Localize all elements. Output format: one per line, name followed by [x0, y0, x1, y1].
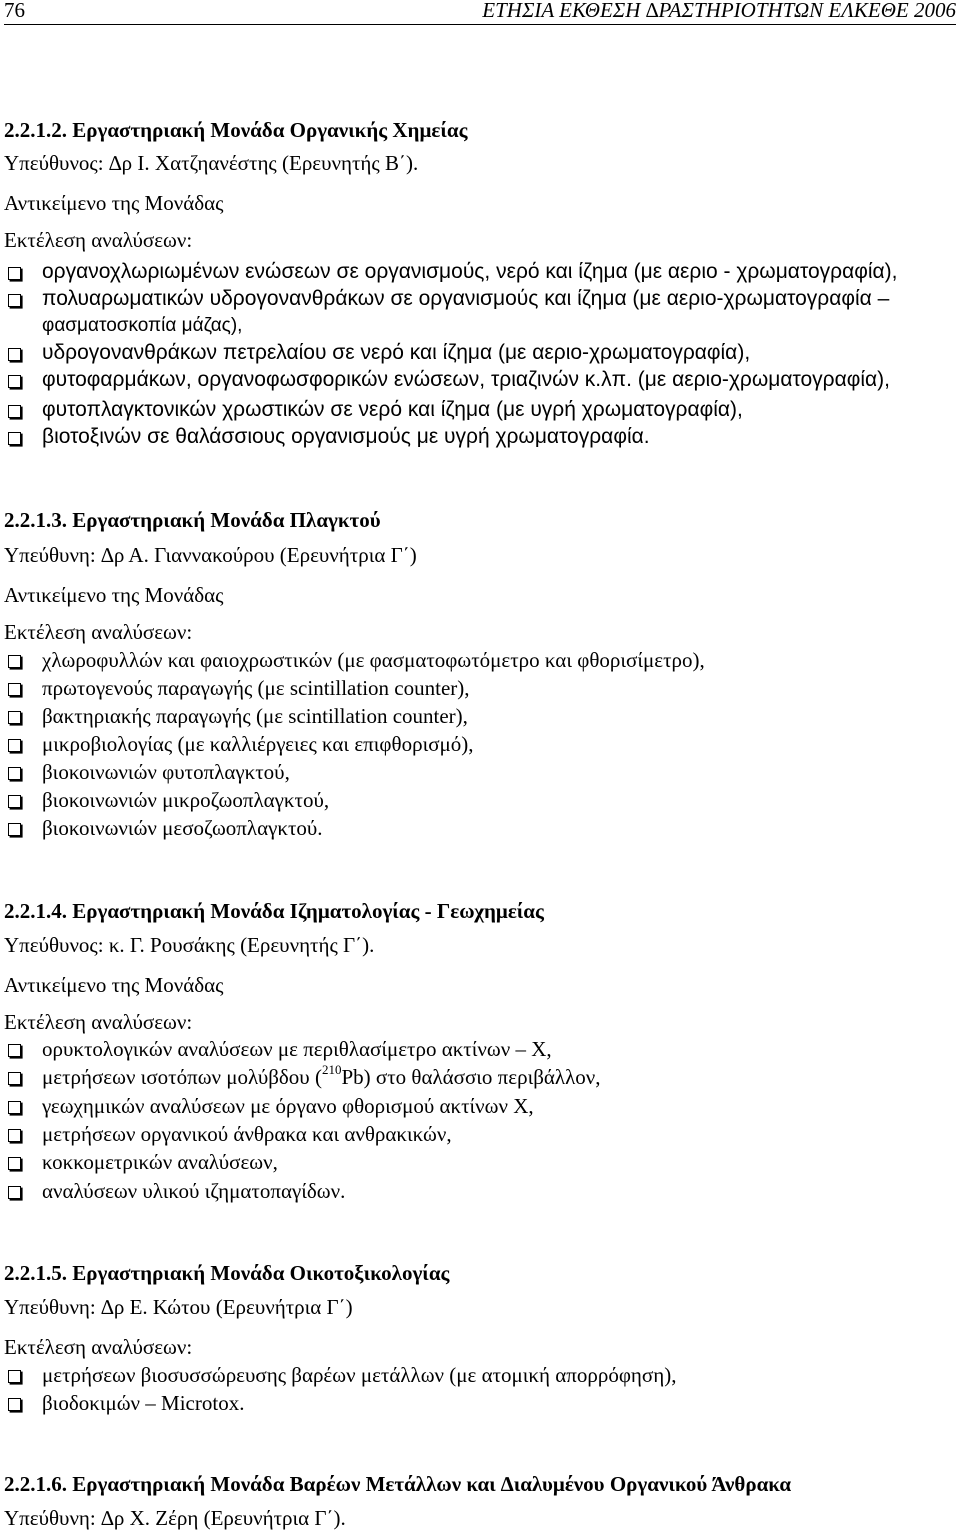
list-item-text: φυτοπλαγκτονικών χρωστικών σε νερό και ίζημα (με υγρή χρωματογραφία), — [42, 398, 743, 421]
checkbox-bullet-icon — [8, 655, 21, 668]
section-responsible: Υπεύθυνη: ∆ρ Α. Γιαννακούρου (Ερευνήτρια Γ΄) — [4, 543, 417, 567]
checkbox-bullet-icon — [8, 1129, 21, 1142]
object-heading: Αντικείμενο της Μονάδας — [4, 583, 224, 607]
list-item-text: μικροβιολογίας (με καλλιέργειες και επιφθορισμό), — [42, 732, 474, 756]
object-heading: Αντικείμενο της Μονάδας — [4, 973, 224, 997]
checkbox-bullet-icon — [8, 1186, 21, 1199]
checkbox-bullet-icon — [8, 711, 21, 724]
running-header — [4, 0, 956, 25]
isotope-text-after: Pb) στο θαλάσσιο περιβάλλον, — [341, 1065, 601, 1089]
page-number: 76 — [4, 0, 25, 22]
checkbox-bullet-icon — [8, 348, 21, 361]
isotope-superscript: 210 — [321, 1062, 342, 1077]
list-item-text: μετρήσεων οργανικού άνθρακα και ανθρακικών, — [42, 1122, 452, 1146]
section-title: 2.2.1.2. Εργαστηριακή Μονάδα Οργανικής Χημείας — [4, 118, 468, 142]
list-item-continuation: φασματοσκοπία μάζας), — [42, 315, 243, 336]
list-item-text: κοκκομετρικών αναλύσεων, — [42, 1150, 278, 1174]
isotope-text-before: μετρήσεων ισοτόπων μολύβδου ( — [42, 1065, 322, 1089]
checkbox-bullet-icon — [8, 432, 21, 445]
checkbox-bullet-icon — [8, 795, 21, 808]
analyses-heading: Εκτέλεση αναλύσεων: — [4, 1335, 193, 1359]
checkbox-bullet-icon — [8, 823, 21, 836]
section-responsible: Υπεύθυνος: ∆ρ Ι. Χατζηανέστης (Ερευνητής Β΄). — [4, 151, 419, 175]
section-title: 2.2.1.5. Εργαστηριακή Μονάδα Οικοτοξικολογίας — [4, 1261, 450, 1285]
report-title: ΕΤΗΣΙΑ ΕΚΘΕΣΗ ∆ΡΑΣΤΗΡΙΟΤΗΤΩΝ ΕΛΚΕΘΕ 2006 — [482, 0, 956, 22]
analyses-heading: Εκτέλεση αναλύσεων: — [4, 620, 193, 644]
section-title: 2.2.1.4. Εργαστηριακή Μονάδα Ιζηματολογίας - Γεωχημείας — [4, 899, 544, 923]
list-item-text: οργανοχλωριωμένων ενώσεων σε οργανισμούς, νερό και ίζημα (με αεριο - χρωματογραφία), — [42, 260, 898, 283]
object-heading: Αντικείμενο της Μονάδας — [4, 191, 224, 215]
section-responsible: Υπεύθυνη: ∆ρ Χ. Ζέρη (Ερευνήτρια Γ΄). — [4, 1506, 346, 1530]
list-item-text — [42, 1064, 601, 1090]
list-item-text: φυτοφαρμάκων, οργανοφωσφορικών ενώσεων, τριαζινών κ.λπ. (με αεριο-χρωματογραφία), — [42, 368, 890, 391]
list-item-text: βακτηριακής παραγωγής (με scintillation counter), — [42, 704, 468, 728]
list-item-text: βιοτοξινών σε θαλάσσιους οργανισμούς με υγρή χρωματογραφία. — [42, 425, 650, 448]
list-item-text: βιοδοκιμών – Microtox. — [42, 1391, 245, 1415]
list-item-text: χλωροφυλλών και φαιοχρωστικών (με φασματοφωτόμετρο και φθορισίμετρο), — [42, 648, 705, 672]
checkbox-bullet-icon — [8, 267, 21, 280]
list-item-text: πολυαρωματικών υδρογονανθράκων σε οργανισμούς και ίζημα (με αεριο-χρωματογραφία – — [42, 287, 890, 310]
list-item-text: βιοκοινωνιών φυτοπλαγκτού, — [42, 760, 290, 784]
checkbox-bullet-icon — [8, 1398, 21, 1411]
list-item-text: μετρήσεων βιοσυσσώρευσης βαρέων μετάλλων (με ατομική απορρόφηση), — [42, 1363, 677, 1387]
section-responsible: Υπεύθυνη: ∆ρ Ε. Κώτου (Ερευνήτρια Γ΄) — [4, 1295, 353, 1319]
analyses-heading: Εκτέλεση αναλύσεων: — [4, 228, 193, 252]
list-item-text: βιοκοινωνιών μεσοζωοπλαγκτού. — [42, 816, 323, 840]
checkbox-bullet-icon — [8, 1101, 21, 1114]
checkbox-bullet-icon — [8, 294, 21, 307]
checkbox-bullet-icon — [8, 683, 21, 696]
list-item-text: βιοκοινωνιών μικροζωοπλαγκτού, — [42, 788, 330, 812]
list-item-text: πρωτογενούς παραγωγής (με scintillation counter), — [42, 676, 470, 700]
checkbox-bullet-icon — [8, 405, 21, 418]
checkbox-bullet-icon — [8, 767, 21, 780]
section-title: 2.2.1.6. Εργαστηριακή Μονάδα Βαρέων Μετάλλων και ∆ιαλυμένου Οργανικού Άνθρακα — [4, 1472, 792, 1496]
checkbox-bullet-icon — [8, 1157, 21, 1170]
list-item-text: ορυκτολογικών αναλύσεων με περιθλασίμετρο ακτίνων – Χ, — [42, 1037, 552, 1061]
checkbox-bullet-icon — [8, 1072, 21, 1085]
list-item-text: υδρογονανθράκων πετρελαίου σε νερό και ίζημα (με αεριο-χρωματογραφία), — [42, 341, 751, 364]
checkbox-bullet-icon — [8, 739, 21, 752]
section-title: 2.2.1.3. Εργαστηριακή Μονάδα Πλαγκτού — [4, 508, 381, 532]
checkbox-bullet-icon — [8, 1370, 21, 1383]
list-item-text: γεωχημικών αναλύσεων με όργανο φθορισμού ακτίνων Χ, — [42, 1094, 534, 1118]
list-item-text: αναλύσεων υλικού ιζηματοπαγίδων. — [42, 1179, 346, 1203]
analyses-heading: Εκτέλεση αναλύσεων: — [4, 1010, 193, 1034]
section-responsible: Υπεύθυνος: κ. Γ. Ρουσάκης (Ερευνητής Γ΄). — [4, 933, 375, 957]
checkbox-bullet-icon — [8, 1044, 21, 1057]
checkbox-bullet-icon — [8, 375, 21, 388]
